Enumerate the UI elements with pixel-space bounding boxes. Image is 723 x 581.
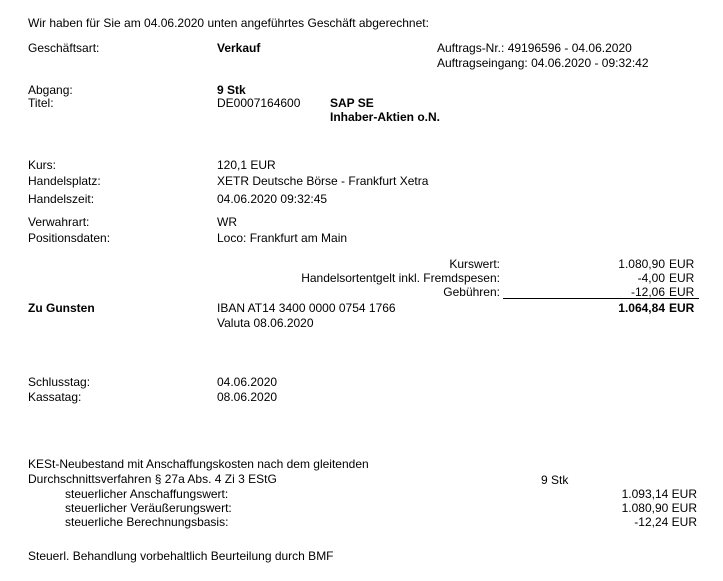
kurswert-currency: EUR (669, 257, 695, 271)
gebuehren-value: -12,06 (630, 285, 665, 299)
entgelt-label: Handelsortentgelt inkl. Fremdspesen: (301, 271, 500, 285)
geschaeftsart-label: Geschäftsart: (28, 41, 100, 55)
footer-note: Steuerl. Behandlung vorbehaltlich Beurteilung durch BMF (28, 549, 334, 563)
kest-stk: 9 Stk (541, 473, 569, 487)
handelsplatz-value: XETR Deutsche Börse - Frankfurt Xetra (217, 174, 429, 188)
anschaffungswert-label: steuerlicher Anschaffungswert: (65, 487, 229, 501)
verwahrart-value: WR (217, 215, 237, 229)
subtotal-rule (503, 298, 699, 299)
security-name-line1: SAP SE (330, 96, 374, 110)
auftragseingang: Auftragseingang: 04.06.2020 - 09:32:42 (437, 56, 649, 70)
geschaeftsart-value: Verkauf (217, 41, 261, 55)
titel-label: Titel: (28, 96, 54, 110)
abgang-label: Abgang: (28, 83, 73, 97)
handelsplatz-label: Handelsplatz: (28, 174, 101, 188)
iban: IBAN AT14 3400 0000 0754 1766 (217, 301, 396, 315)
berechnungsbasis-value: -12,24 EUR (634, 515, 697, 529)
veraeusserungswert-value: 1.080,90 EUR (621, 501, 697, 515)
verwahrart-label: Verwahrart: (28, 215, 90, 229)
handelszeit-label: Handelszeit: (28, 192, 95, 206)
zu-gunsten-label: Zu Gunsten (28, 301, 95, 315)
positionsdaten-label: Positionsdaten: (28, 231, 111, 245)
schlusstag-value: 04.06.2020 (217, 375, 278, 389)
security-name-line2: Inhaber-Aktien o.N. (330, 110, 441, 124)
total-currency: EUR (669, 301, 695, 315)
kassatag-value: 08.06.2020 (217, 390, 278, 404)
isin: DE0007164600 (217, 96, 301, 110)
auftrag-nr: Auftrags-Nr.: 49196596 - 04.06.2020 (437, 41, 632, 55)
kurs-value: 120,1 EUR (217, 158, 276, 172)
schlusstag-label: Schlusstag: (28, 375, 91, 389)
gebuehren-currency: EUR (669, 285, 695, 299)
kest-line2: Durchschnittsverfahren § 27a Abs. 4 Zi 3 EStG (28, 472, 277, 486)
entgelt-currency: EUR (669, 271, 695, 285)
berechnungsbasis-label: steuerliche Berechnungsbasis: (65, 515, 229, 529)
handelszeit-value: 04.06.2020 09:32:45 (217, 192, 328, 206)
kurswert-label: Kurswert: (449, 257, 500, 271)
kest-line1: KESt-Neubestand mit Anschaffungskosten nach dem gleitenden (28, 457, 369, 471)
entgelt-value: -4,00 (637, 271, 665, 285)
abgang-value: 9 Stk (217, 83, 246, 97)
valuta: Valuta 08.06.2020 (217, 316, 314, 330)
anschaffungswert-value: 1.093,14 EUR (621, 487, 697, 501)
total-value: 1.064,84 (618, 301, 665, 315)
kassatag-label: Kassatag: (28, 390, 82, 404)
kurswert-value: 1.080,90 (618, 257, 665, 271)
gebuehren-label: Gebühren: (443, 285, 500, 299)
veraeusserungswert-label: steuerlicher Veräußerungswert: (65, 501, 232, 515)
positionsdaten-value: Loco: Frankfurt am Main (217, 231, 348, 245)
kurs-label: Kurs: (28, 158, 57, 172)
intro-text: Wir haben für Sie am 04.06.2020 unten angeführtes Geschäft abgerechnet: (28, 16, 429, 30)
